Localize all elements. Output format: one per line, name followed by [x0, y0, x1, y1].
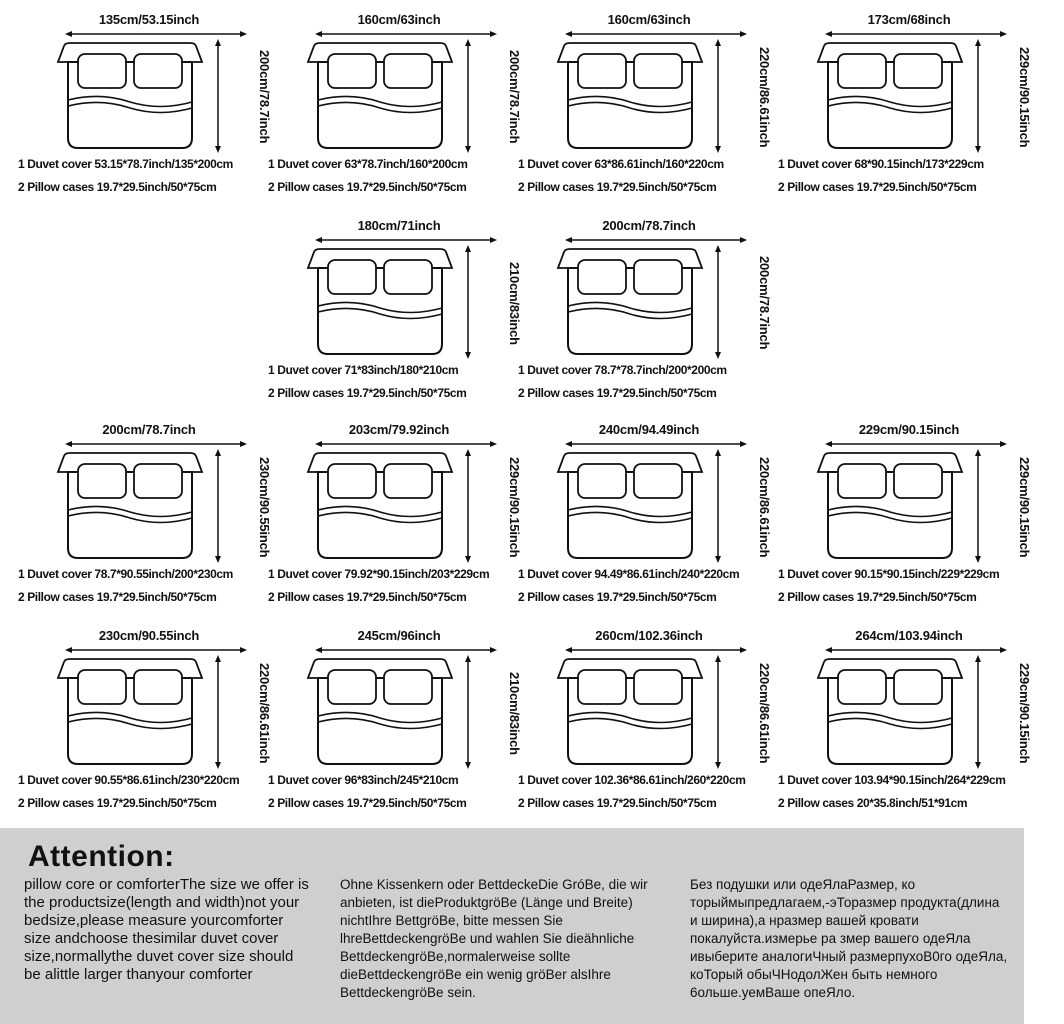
duvet-cover-spec: 1 Duvet cover 103.94*90.15inch/264*229cm	[778, 773, 1006, 787]
pillow-cases-spec: 2 Pillow cases 19.7*29.5inch/50*75cm	[518, 796, 717, 810]
bed-diagram	[554, 422, 754, 562]
bed-width-label: 229cm/90.15inch	[858, 422, 960, 437]
bed-diagram	[304, 218, 504, 358]
bed-length-label: 200cm/78.7inch	[757, 256, 772, 350]
bed-size-item	[268, 422, 554, 622]
pillow-cases-spec: 2 Pillow cases 19.7*29.5inch/50*75cm	[18, 796, 217, 810]
duvet-cover-spec: 1 Duvet cover 79.92*90.15inch/203*229cm	[268, 567, 490, 581]
bed-size-item	[518, 12, 804, 212]
bed-width-label: 173cm/68inch	[867, 12, 951, 27]
pillow-cases-spec: 2 Pillow cases 19.7*29.5inch/50*75cm	[518, 180, 717, 194]
bed-width-label: 245cm/96inch	[357, 628, 441, 643]
duvet-cover-spec: 1 Duvet cover 96*83inch/245*210cm	[268, 773, 459, 787]
bed-length-label: 220cm/86.61inch	[257, 662, 272, 764]
bed-width-label: 240cm/94.49inch	[598, 422, 700, 437]
bed-diagram	[54, 422, 254, 562]
pillow-cases-spec: 2 Pillow cases 19.7*29.5inch/50*75cm	[268, 590, 467, 604]
bed-size-item	[268, 628, 554, 828]
attention-russian-text: Без подушки или одеЯлаРазмер, ко торыймыпредлагаем,-эТоразмер продукта(длина и ширина),а нразмер вашей кровати покалуйста.измерье ра змер вашего одеЯла ивыберите аналогиЧный размерпухоВ0го одеЯла, коТорый обыЧНодолЖен быть немного 6ольше.уемВаше опеЯло.	[690, 877, 1008, 1000]
bed-size-item	[268, 12, 554, 212]
duvet-cover-spec: 1 Duvet cover 71*83inch/180*210cm	[268, 363, 459, 377]
bed-width-label: 135cm/53.15inch	[98, 12, 200, 27]
bed-length-label: 210cm/83inch	[507, 671, 522, 755]
bed-width-label: 180cm/71inch	[357, 218, 441, 233]
bed-diagram	[304, 628, 504, 768]
bed-width-label: 203cm/79.92inch	[348, 422, 450, 437]
bed-diagram	[814, 12, 1014, 152]
pillow-cases-spec: 2 Pillow cases 19.7*29.5inch/50*75cm	[268, 386, 467, 400]
bed-diagram	[54, 628, 254, 768]
bed-size-item	[518, 422, 804, 622]
bed-size-item	[18, 422, 304, 622]
bed-length-label: 220cm/86.61inch	[757, 456, 772, 558]
bed-width-label: 200cm/78.7inch	[102, 422, 196, 437]
bed-size-item	[778, 422, 1064, 622]
pillow-cases-spec: 2 Pillow cases 19.7*29.5inch/50*75cm	[778, 180, 977, 194]
bed-width-label: 160cm/63inch	[607, 12, 691, 27]
bed-size-item	[518, 218, 804, 418]
bed-size-item	[18, 628, 304, 828]
attention-title: Attention:	[28, 840, 175, 873]
duvet-cover-spec: 1 Duvet cover 78.7*90.55inch/200*230cm	[18, 567, 233, 581]
bed-length-label: 229cm/90.15inch	[1017, 662, 1032, 764]
bed-width-label: 260cm/102.36inch	[595, 628, 703, 643]
bed-length-label: 220cm/86.61inch	[757, 46, 772, 148]
pillow-cases-spec: 2 Pillow cases 19.7*29.5inch/50*75cm	[18, 180, 217, 194]
bed-diagram	[304, 422, 504, 562]
bed-size-item	[268, 218, 554, 418]
bed-diagram	[304, 12, 504, 152]
bed-width-label: 160cm/63inch	[357, 12, 441, 27]
bed-length-label: 220cm/86.61inch	[757, 662, 772, 764]
bed-length-label: 229cm/90.15inch	[507, 456, 522, 558]
bed-size-item	[778, 628, 1064, 828]
pillow-cases-spec: 2 Pillow cases 19.7*29.5inch/50*75cm	[518, 386, 717, 400]
bed-length-label: 200cm/78.7inch	[507, 50, 522, 144]
duvet-cover-spec: 1 Duvet cover 94.49*86.61inch/240*220cm	[518, 567, 740, 581]
bed-length-label: 229cm/90.15inch	[1017, 46, 1032, 148]
bed-length-label: 210cm/83inch	[507, 261, 522, 345]
attention-english-text: pillow core or comforterThe size we offer is the productsize(length and width)not your bedsize,please measure yourcomforter size andchoose thesimilar duvet cover size,normallythe duvet cover size should be alittle larger thanyour comforter	[24, 876, 309, 983]
bed-diagram	[554, 628, 754, 768]
bed-width-label: 200cm/78.7inch	[602, 218, 696, 233]
duvet-cover-spec: 1 Duvet cover 53.15*78.7inch/135*200cm	[18, 157, 233, 171]
bed-size-item	[778, 12, 1064, 212]
pillow-cases-spec: 2 Pillow cases 19.7*29.5inch/50*75cm	[778, 590, 977, 604]
bed-length-label: 200cm/78.7inch	[257, 50, 272, 144]
duvet-cover-spec: 1 Duvet cover 102.36*86.61inch/260*220cm	[518, 773, 746, 787]
pillow-cases-spec: 2 Pillow cases 19.7*29.5inch/50*75cm	[18, 590, 217, 604]
pillow-cases-spec: 2 Pillow cases 20*35.8inch/51*91cm	[778, 796, 968, 810]
bed-diagram	[554, 218, 754, 358]
pillow-cases-spec: 2 Pillow cases 19.7*29.5inch/50*75cm	[518, 590, 717, 604]
bed-diagram	[54, 12, 254, 152]
bed-diagram	[814, 628, 1014, 768]
duvet-cover-spec: 1 Duvet cover 63*86.61inch/160*220cm	[518, 157, 724, 171]
pillow-cases-spec: 2 Pillow cases 19.7*29.5inch/50*75cm	[268, 180, 467, 194]
duvet-cover-spec: 1 Duvet cover 78.7*78.7inch/200*200cm	[518, 363, 727, 377]
duvet-cover-spec: 1 Duvet cover 90.55*86.61inch/230*220cm	[18, 773, 240, 787]
bed-size-item	[18, 12, 304, 212]
duvet-cover-spec: 1 Duvet cover 90.15*90.15inch/229*229cm	[778, 567, 1000, 581]
bed-length-label: 229cm/90.15inch	[1017, 456, 1032, 558]
duvet-cover-spec: 1 Duvet cover 68*90.15inch/173*229cm	[778, 157, 984, 171]
bed-diagram	[814, 422, 1014, 562]
duvet-cover-spec: 1 Duvet cover 63*78.7inch/160*200cm	[268, 157, 468, 171]
bed-diagram	[554, 12, 754, 152]
attention-german-text: Ohne Kissenkern oder BettdeckeDie GróBe, die wir anbieten, ist dieProduktgröBe (Länge und Breite) nichtIhre BettgröBe, bitte messen Sie lhreBettdeckengröBe und wahlen Sie dieähnliche BettdeckengröBe,normalerweise sollte dieBettdeckengröBe ein wenig gröBer alsIhre BettdeckengröBe sein.	[340, 877, 648, 1000]
bed-width-label: 264cm/103.94inch	[855, 628, 963, 643]
bed-width-label: 230cm/90.55inch	[98, 628, 200, 643]
attention-panel	[0, 828, 1024, 1024]
bed-length-label: 230cm/90.55inch	[257, 456, 272, 558]
pillow-cases-spec: 2 Pillow cases 19.7*29.5inch/50*75cm	[268, 796, 467, 810]
bed-size-item	[518, 628, 804, 828]
